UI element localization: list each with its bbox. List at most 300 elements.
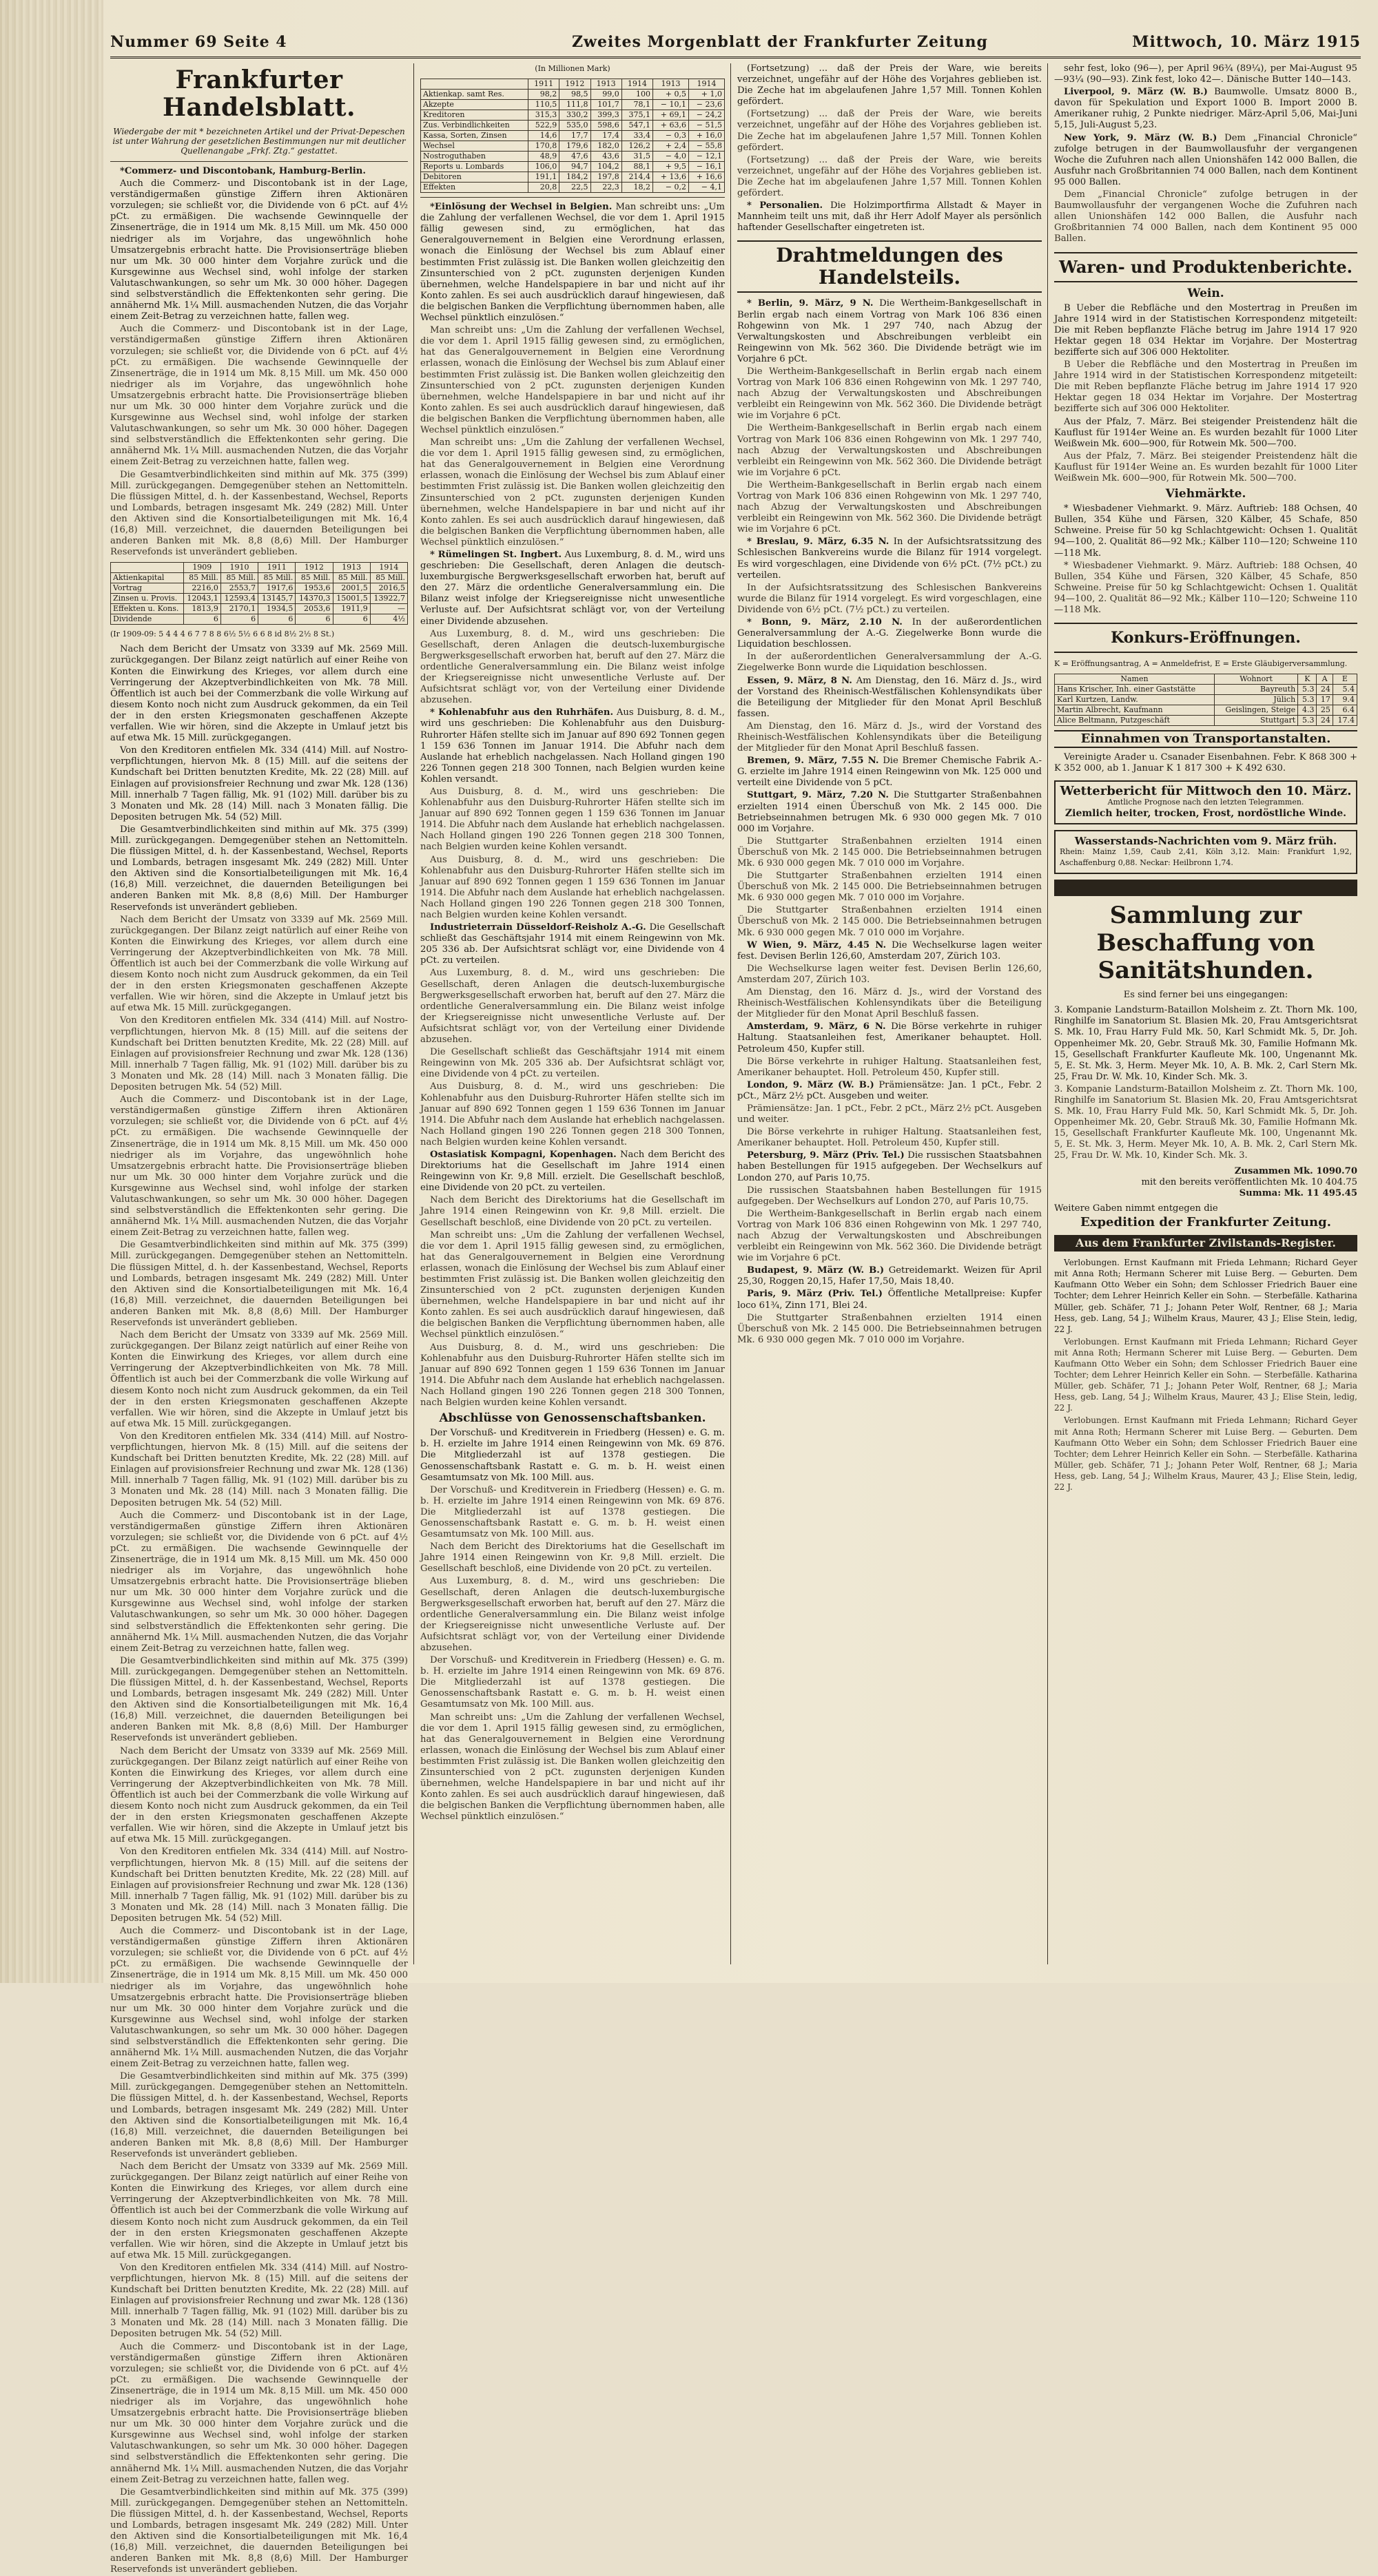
article-title: Industrieterrain Düsseldorf-Reisholz A.-G. [430,922,646,933]
dateline: * Breslau, 9. März, 6.35 N. [747,537,889,548]
table-row [1055,695,1357,705]
table-header-cell: K [1298,674,1317,685]
table-cell: 22,5 [559,183,590,193]
table-header-cell: 1913 [653,79,689,90]
table-header-cell: 1913 [333,563,370,573]
table-cell: 2216,0 [183,583,220,594]
table-cell: Akzepte [421,100,528,110]
table-cell: 6.4 [1333,705,1357,716]
table-cell: Dividende [111,614,184,625]
article-text: B Ueber die Rebfläche und den Mostertrag in Preußen im Jahre 1914 wird in der Statistischen Korrespondenz mitgeteilt: Die mit Reben bepflanzte Fläche betrug im Jahre 1914 17 920 Hektar gegen 18 034 Hektar im Vorjahre. Der Mostertrag bezifferte sich auf 306 000 Hektoliter. [1054,302,1357,357]
article-text: Die russischen Staatsbahnen haben Bestellungen für 1915 aufgegeben. Der Wechselkurs auf London 270, auf Paris 10,75. [737,1185,1042,1207]
donor-list: 3. Kompanie Landsturm-Bataillon Molsheim z. Zt. Thorn Mk. 100, Ringhilfe im Sanatorium St. Blasien Mk. 20, Frau Amtsgerichtsrat S. Mk. 10, Frau Harry Fuld Mk. 50, Karl Schmidt Mk. 5, Dr. Joh. Oppenheimer Mk. 20, Gebr. Strauß Mk. 30, Familie Hofmann Mk. 15, Gesellschaft Frankfurter Kaufleute Mk. 100, Ungenannt Mk. 5, E. St. Mk. 3, Herm. Meyer Mk. 10, A. B. Mk. 2, Carl Stern Mk. 25, Frau Dr. W. Mk. 10, Kinder Sch. Mk. 3. [1054,1005,1357,1082]
article-text: sehr fest, loko (96—), per April 96¾ (89¼), per Mai-August 95—93¼ (90—93). Zink fest, loko 42—. Dänische Butter 140—143. [1054,63,1357,85]
table-cell: 33,4 [621,131,652,141]
water-level-title: Wasserstands-Nachrichten vom 9. März früh. [1074,834,1337,847]
register-text: Verlobungen. Ernst Kaufmann mit Frieda Lehmann; Richard Geyer mit Anna Roth; Hermann Scherer mit Luise Berg. — Geburten. Dem Kaufmann Otto Weber ein Sohn; dem Schlosser Friedrich Bauer eine Tochter; dem Lehrer Heinrich Keller ein Sohn. — Sterbefälle. Katharina Müller, geb. Schäfer, 71 J.; Johann Peter Wolf, Rentner, 68 J.; Maria Hess, geb. Lang, 54 J.; Wilhelm Kraus, Maurer, 43 J.; Elise Stein, ledig, 22 J. [1054,1415,1357,1492]
article-text: Die Gesamtverbindlichkeiten sind mithin auf Mk. 375 (399) Mill. zurückgegangen. Demgegenüber stehen an Nettomitteln. Die flüssigen Mittel, d. h. der Kassenbestand, Wechsel, Reports und Lombards, betragen insgesamt Mk. 249 (282) Mill. Unter den Aktiven sind die Konsortialbeteiligungen mit Mk. 16,4 (16,8) Mill. verzeichnet, die dauernden Beteiligungen bei anderen Banken mit Mk. 8,8 (8,6) Mill. Der Hamburger Reservefonds ist unverändert geblieben. [110,1240,408,1328]
table-cell: Geislingen, Steige [1214,705,1297,716]
table-cell: 17.4 [1333,716,1357,726]
reprint-notice: Wiedergabe der mit * bezeichneten Artikel und der Privat-Depeschen ist unter Wahrung der gesetzlichen Bestimmungen nur mit deutlicher Quellenangabe „Frkf. Ztg.“ gestattet. [112,127,406,156]
dateline: Liverpool, 9. März (W. B.) [1064,87,1208,98]
table-row [421,141,725,152]
table-header-cell: 1914 [689,79,725,90]
previous-total: mit den bereits veröffentlichten Mk. 10 404.75 [1141,1176,1357,1187]
collection-subtitle: Es sind ferner bei uns eingegangen: [1123,990,1288,1001]
article-text: Baumwolle. Umsatz 8000 B., davon für Spekulation und Export 1000 B. Import 2000 B. Amerikaner ruhig, 2 Punkte niedriger. März-April 5,06, Mai-Juni 5,15, Juli-August 5,23. [1054,87,1357,131]
article-text: Die Stuttgarter Straßenbahnen erzielten 1914 einen Überschuß von Mk. 2 145 000. Die Betriebseinnahmen betrugen Mk. 6 930 000 gegen Mk. 7 010 000 im Vorjahre. [737,1312,1042,1345]
table-cell: + 1,0 [689,90,725,100]
article-text: Nach dem Bericht der Umsatz von 3339 auf Mk. 2569 Mill. zurückgegangen. Der Bilanz zeigt natürlich auf einer Reihe von Konten die Einwirkung des Krieges, vor allem durch eine Verringerung der Akzeptverbindlichkeiten von Mk. 78 Mill. Öffentlich ist auch bei der Commerzbank die volle Wirkung auf diesem Konto noch nicht zum Ausdruck gekommen, da ein Teil der in den ersten Kriegsmonaten geschaffenen Akzepte verfallen. Wie wir hören, sind die Akzepte in Umlauf jetzt bis auf etwa Mk. 15 Mill. zurückgegangen. [110,1330,408,1429]
table-cell: Karl Kurtzen, Landw. [1055,695,1215,705]
article-text: Der Vorschuß- und Kreditverein in Friedberg (Hessen) e. G. m. b. H. erzielte im Jahre 1914 einen Reingewinn von Mk. 69 876. Die Mitgliederzahl ist auf 1378 gestiegen. Die Genossenschaftsbank Rastatt e. G. m. b. H. weist einen Gesamtumsatz von Mk. 100 Mill. aus. [420,1655,725,1710]
dateline: Budapest, 9. März (W. B.) [747,1265,885,1276]
article-text: Aus der Pfalz, 7. März. Bei steigender Preistendenz hält die Kauflust für 1914er Weine an. Es wurden bezahlt für 1000 Liter Weißwein Mk. 600—900, für Rotwein Mk. 500—700. [1054,450,1357,484]
table-cell: − 0,2 [653,183,689,193]
section-title: Abschlüsse von Genossenschaftsbanken. [439,1411,706,1426]
table-cell: Effekten [421,183,528,193]
table-cell: 110,5 [528,100,559,110]
table-cell: 330,2 [559,110,590,121]
table-cell: 85 Mill. [258,573,296,583]
article-title: *Einlösung der Wechsel in Belgien. [430,202,613,213]
table-row [421,90,725,100]
article-title: *Commerz- und Discontobank, Hamburg-Berlin. [120,166,366,176]
table-row [111,583,408,594]
dateline: Petersburg, 9. März (Priv. Tel.) [747,1150,905,1161]
table-header-cell: 1914 [621,79,652,90]
table-row [421,183,725,193]
table-row [421,162,725,172]
table-legend: K = Eröffnungsantrag, A = Anmeldefrist, E = Erste Gläubigerversammlung. [1054,659,1348,669]
table-cell: − 24,2 [689,110,725,121]
article-text: Aus Duisburg, 8. d. M., wird uns geschrieben: Die Kohlenabfuhr aus den Duisburg-Ruhrorter Häfen stellte sich im Januar auf 890 692 Tonnen gegen 1 159 636 Tonnen im Januar 1914. Die Abfuhr nach dem Auslande hat erheblich nachgelassen. Nach Holland gingen 190 226 Tonnen gegen 218 300 Tonnen, nach Belgien wurden keine Kohlen versandt. [420,1081,726,1147]
dark-rule [1054,880,1357,896]
table-header-cell: 1909 [183,563,220,573]
table-row [1055,716,1357,726]
table-cell: 6 [296,614,333,625]
table-cell: 20,8 [528,183,559,193]
weather-forecast: Ziemlich heiter, trocken, Frost, nordöstliche Winde. [1065,807,1347,819]
table-cell: − 4,1 [689,183,725,193]
article-text: Am Dienstag, den 16. März d. Js., wird der Vorstand des Rheinisch-Westfälischen Kohlensyndikats über die Beteiligung der Mitglieder für den Monat April Beschluß fassen. [737,720,1042,754]
table-cell: 98,5 [559,90,590,100]
table-cell: 85 Mill. [370,573,407,583]
article-text: Die Stuttgarter Straßenbahnen erzielten 1914 einen Überschuß von Mk. 2 145 000. Die Betriebseinnahmen betrugen Mk. 6 930 000 gegen Mk. 7 010 000 im Vorjahre. [737,905,1042,938]
article-text: Die Wertheim-Bankgesellschaft in Berlin ergab nach einem Vortrag von Mark 106 836 einen Rohgewinn von Mk. 1 297 740, nach Abzug der Verwaltungskosten und Abschreibungen verbleibt ein Reingewinn von Mk. 562 360. Die Dividende beträgt wie im Vorjahre 6 pCt. [737,366,1042,422]
article-text: Auch die Commerz- und Discontobank ist in der Lage, verständigermaßen günstige Ziffern ihren Aktionären vorzulegen; sie schließt vor, die Dividende von 6 pCt. auf 4½ pCt. zu ermäßigen. Die wachsende Gewinnquelle der Zinsenerträge, die in 1914 um Mk. 8,15 Mill. um Mk. 450 000 niedriger als im Vorjahre, das ungewöhnlich hohe Umsatzergebnis erbracht hatte. Die Provisionserträge blieben nur um Mk. 30 000 hinter dem Vorjahre zurück und die Kursgewinne aus Wechsel sind, wohl infolge der starken Valutaschwankungen, so sehr um Mk. 30 000 höher. Dagegen sind selbstverständlich die Effektenkonten sehr gering. Die annähernd Mk. 1¼ Mill. ausmachenden Nutzen, die das Vorjahr einem Zeit-Betrag zu verzeichnen hatte, fallen weg. [110,2341,408,2485]
table-cell: — [370,604,407,614]
expedition-name: Expedition der Frankfurter Zeitung. [1080,1214,1331,1229]
table-cell: 522,9 [528,121,559,131]
table-cell: 14370,3 [296,594,333,604]
article-text: Dem „Financial Chronicle“ zufolge betrugen in der Baumwollausfuhr der vergangenen Woche die Zufuhren nach allen Unionshäfen 142 000 Ballen, die Ausfuhr nach Großbritannien 74 000 Ballen, nach dem Kontinent 95 000 Ballen. [1054,189,1357,245]
article-text: Auch die Commerz- und Discontobank ist in der Lage, verständigermaßen günstige Ziffern ihren Aktionären vorzulegen; sie schließt vor, die Dividende von 6 pCt. auf 4½ pCt. zu ermäßigen. Die wachsende Gewinnquelle der Zinsenerträge, die in 1914 um Mk. 8,15 Mill. um Mk. 450 000 niedriger als im Vorjahre, das ungewöhnlich hohe Umsatzergebnis erbracht hatte. Die Provisionserträge blieben nur um Mk. 30 000 hinter dem Vorjahre zurück und die Kursgewinne aus Wechsel sind, wohl infolge der starken Valutaschwankungen, so sehr um Mk. 30 000 höher. Dagegen sind selbstverständlich die Effektenkonten sehr gering. Die annähernd Mk. 1¼ Mill. ausmachenden Nutzen, die das Vorjahr einem Zeit-Betrag zu verzeichnen hatte, fallen weg. [110,1926,408,2070]
table-cell: Jülich [1214,695,1297,705]
article-text: Aus Luxemburg, 8. d. M., wird uns geschrieben: Die Gesellschaft, deren Anlagen die deutsch-luxemburgische Bergwerksgesellschaft erworben hat, beruft auf den 27. März die ordentliche Generalversammlung ein. Die Bilanz weist infolge der Kriegsereignisse nicht unwesentliche Verluste auf. Der Aufsichtsrat schlägt vor, von der Verteilung einer Dividende abzusehen. [420,550,725,627]
table-cell: Stuttgart [1214,716,1297,726]
table-cell: 598,6 [590,121,621,131]
table-row [421,172,725,183]
article-text: Nach dem Bericht des Direktoriums hat die Gesellschaft im Jahre 1914 einen Reingewinn von Kr. 9,8 Mill. erzielt. Die Gesellschaft beschloß, eine Dividende von 20 pCt. zu verteilen. [420,1149,725,1194]
dateline: Stuttgart, 9. März, 7.20 N. [747,790,889,801]
table-row [421,110,725,121]
table-cell: 197,8 [590,172,621,183]
table-cell: Reports u. Lombards [421,162,528,172]
table-cell: 99,0 [590,90,621,100]
table-cell: 94,7 [559,162,590,172]
article-text: Die Wertheim-Bankgesellschaft in Berlin ergab nach einem Vortrag von Mark 106 836 einen Rohgewinn von Mk. 1 297 740, nach Abzug der Verwaltungskosten und Abschreibungen verbleibt ein Reingewinn von Mk. 562 360. Die Dividende beträgt wie im Vorjahre 6 pCt. [737,479,1042,535]
article-text: Aus Luxemburg, 8. d. M., wird uns geschrieben: Die Gesellschaft, deren Anlagen die deutsch-luxemburgische Bergwerksgesellschaft erworben hat, beruft auf den 27. März die ordentliche Generalversammlung ein. Die Bilanz weist infolge der Kriegsereignisse nicht unwesentliche Verluste auf. Der Aufsichtsrat schlägt vor, von der Verteilung einer Dividende abzusehen. [420,968,725,1046]
issue-number: Nummer 69 Seite 4 [110,33,287,51]
table-cell: 1953,6 [296,583,333,594]
column-4 [1054,63,1357,1964]
article-text: Auch die Commerz- und Discontobank ist in der Lage, verständigermaßen günstige Ziffern ihren Aktionären vorzulegen; sie schließt vor, die Dividende von 6 pCt. auf 4½ pCt. zu ermäßigen. Die wachsende Gewinnquelle der Zinsenerträge, die in 1914 um Mk. 8,15 Mill. um Mk. 450 000 niedriger als im Vorjahre, das ungewöhnlich hohe Umsatzergebnis erbracht hatte. Die Provisionserträge blieben nur um Mk. 30 000 hinter dem Vorjahre zurück und die Kursgewinne aus Wechsel sind, wohl infolge der starken Valutaschwankungen, so sehr um Mk. 30 000 höher. Dagegen sind selbstverständlich die Effektenkonten sehr gering. Die annähernd Mk. 1¼ Mill. ausmachenden Nutzen, die das Vorjahr einem Zeit-Betrag zu verzeichnen hatte, fallen weg. [110,178,408,322]
table-cell: 6 [258,614,296,625]
donor-list: 3. Kompanie Landsturm-Bataillon Molsheim z. Zt. Thorn Mk. 100, Ringhilfe im Sanatorium St. Blasien Mk. 20, Frau Amtsgerichtsrat S. Mk. 10, Frau Harry Fuld Mk. 50, Karl Schmidt Mk. 5, Dr. Joh. Oppenheimer Mk. 20, Gebr. Strauß Mk. 30, Familie Hofmann Mk. 15, Gesellschaft Frankfurter Kaufleute Mk. 100, Ungenannt Mk. 5, E. St. Mk. 3, Herm. Meyer Mk. 10, A. B. Mk. 2, Carl Stern Mk. 25, Frau Dr. W. Mk. 10, Kinder Sch. Mk. 3. [1054,1083,1357,1161]
table-cell: − 51,5 [689,121,725,131]
table-cell: + 16,0 [689,131,725,141]
table-row [111,604,408,614]
article-text: Die Holzimportfirma Allstadt & Mayer in Mannheim teilt uns mit, daß ihr Herr Adolf Mayer als persönlich haftender Gesellschafter eingetreten ist. [737,200,1042,233]
table-cell: 5.3 [1298,685,1317,695]
article-text: Aus Duisburg, 8. d. M., wird uns geschrieben: Die Kohlenabfuhr aus den Duisburg-Ruhrorter Häfen stellte sich im Januar auf 890 692 Tonnen gegen 1 159 636 Tonnen im Januar 1914. Die Abfuhr nach dem Auslande hat erheblich nachgelassen. Nach Holland gingen 190 226 Tonnen gegen 218 300 Tonnen, nach Belgien wurden keine Kohlen versandt. [420,707,725,785]
article-text: Die Gesamtverbindlichkeiten sind mithin auf Mk. 375 (399) Mill. zurückgegangen. Demgegenüber stehen an Nettomitteln. Die flüssigen Mittel, d. h. der Kassenbestand, Wechsel, Reports und Lombards, betragen insgesamt Mk. 249 (282) Mill. Unter den Aktiven sind die Konsortialbeteiligungen mit Mk. 16,4 (16,8) Mill. verzeichnet, die dauernden Beteiligungen bei anderen Banken mit Mk. 8,8 (8,6) Mill. Der Hamburger Reservefonds ist unverändert geblieben. [110,2071,408,2159]
table-cell: + 9,5 [653,162,689,172]
table-cell: 85 Mill. [183,573,220,583]
article-title: Ostasiatisk Kompagni, Kopenhagen. [430,1149,617,1160]
article-text: Die Stuttgarter Straßenbahnen erzielten 1914 einen Überschuß von Mk. 2 145 000. Die Betriebseinnahmen betrugen Mk. 6 930 000 gegen Mk. 7 010 000 im Vorjahre. [737,871,1042,904]
table-cell: − 0,3 [653,131,689,141]
article-text: Die Wertheim-Bankgesellschaft in Berlin ergab nach einem Vortrag von Mark 106 836 einen Rohgewinn von Mk. 1 297 740, nach Abzug der Verwaltungskosten und Abschreibungen verbleibt ein Reingewinn von Mk. 562 360. Die Dividende beträgt wie im Vorjahre 6 pCt. [737,1208,1042,1264]
register-text: Verlobungen. Ernst Kaufmann mit Frieda Lehmann; Richard Geyer mit Anna Roth; Hermann Scherer mit Luise Berg. — Geburten. Dem Kaufmann Otto Weber ein Sohn; dem Schlosser Friedrich Bauer eine Tochter; dem Lehrer Heinrich Keller ein Sohn. — Sterbefälle. Katharina Müller, geb. Schäfer, 71 J.; Johann Peter Wolf, Rentner, 68 J.; Maria Hess, geb. Lang, 54 J.; Wilhelm Kraus, Maurer, 43 J.; Elise Stein, ledig, 22 J. [1054,1336,1357,1413]
table-header-cell [111,563,184,573]
table-cell: 191,1 [528,172,559,183]
table-header-cell: 1911 [528,79,559,90]
article-text: Man schreibt uns: „Um die Zahlung der verfallenen Wechsel, die vor dem 1. April 1915 fällig gewesen sind, zu ermöglichen, hat das Generalgouvernement in Belgien eine Verordnung erlassen, wonach die Einlösung der Wechsel bis zum Ablauf einer bestimmten Frist zulässig ist. Die Banken wollen gleichzeitig den Zinsunterschied von 2 pCt. zugunsten derjenigen Kunden übernehmen, welche Handelspapiere in bar und nicht auf ihr Konto zahlen. Es sei auch ausdrücklich darauf hingewiesen, daß die belgischen Banken die Verpflichtung übernommen haben, alle Wechsel pünktlich einzulösen.“ [420,325,725,435]
article-text: Aus Luxemburg, 8. d. M., wird uns geschrieben: Die Gesellschaft, deren Anlagen die deutsch-luxemburgische Bergwerksgesellschaft erworben hat, beruft auf den 27. März die ordentliche Generalversammlung ein. Die Bilanz weist infolge der Kriegsereignisse nicht unwesentliche Verluste auf. Der Aufsichtsrat schlägt vor, von der Verteilung einer Dividende abzusehen. [420,628,725,706]
table-cell: 547,1 [621,121,652,131]
table-cell: + 63,6 [653,121,689,131]
article-text: Man schreibt uns: „Um die Zahlung der verfallenen Wechsel, die vor dem 1. April 1915 fällig gewesen sind, zu ermöglichen, hat das Generalgouvernement in Belgien eine Verordnung erlassen, wonach die Einlösung der Wechsel bis zum Ablauf einer bestimmten Frist zulässig ist. Die Banken wollen gleichzeitig den Zinsunterschied von 2 pCt. zugunsten derjenigen Kunden übernehmen, welche Handelspapiere in bar und nicht auf ihr Konto zahlen. Es sei auch ausdrücklich darauf hingewiesen, daß die belgischen Banken die Verpflichtung übernommen haben, alle Wechsel pünktlich einzulösen.“ [420,437,725,548]
table-row [421,131,725,141]
table-cell: 2553,7 [220,583,258,594]
table-cell: + 2,4 [653,141,689,152]
article-text: (Fortsetzung) ... daß der Preis der Ware, wie bereits verzeichnet, ungefähr auf der Höhe des Vorjahres geblieben ist. Die Zeche hat im abgelaufenen Jahre 1,57 Mill. Tonnen Kohlen gefördert. [737,109,1042,153]
table-cell: 5.3 [1298,716,1317,726]
table-cell: 78,1 [621,100,652,110]
table-cell: 43,6 [590,152,621,162]
subtotal: Zusammen Mk. 1090.70 [1234,1165,1357,1176]
article-text: Die Gesamtverbindlichkeiten sind mithin auf Mk. 375 (399) Mill. zurückgegangen. Demgegenüber stehen an Nettomitteln. Die flüssigen Mittel, d. h. der Kassenbestand, Wechsel, Reports und Lombards, betragen insgesamt Mk. 249 (282) Mill. Unter den Aktiven sind die Konsortialbeteiligungen mit Mk. 16,4 (16,8) Mill. verzeichnet, die dauernden Beteiligungen bei anderen Banken mit Mk. 8,8 (8,6) Mill. Der Hamburger Reservefonds ist unverändert geblieben. [110,469,408,558]
article-text: Die Börse verkehrte in ruhiger Haltung. Staatsanleihen fest, Amerikaner behauptet. Holl. Petroleum 450, Kupfer still. [737,1021,1042,1055]
grand-total: Summa: Mk. 11 495.45 [1239,1187,1357,1198]
article-text: Man schreibt uns: „Um die Zahlung der verfallenen Wechsel, die vor dem 1. April 1915 fällig gewesen sind, zu ermöglichen, hat das Generalgouvernement in Belgien eine Verordnung erlassen, wonach die Einlösung der Wechsel bis zum Ablauf einer bestimmten Frist zulässig ist. Die Banken wollen gleichzeitig den Zinsunterschied von 2 pCt. zugunsten derjenigen Kunden übernehmen, welche Handelspapiere in bar und nicht auf ihr Konto zahlen. Es sei auch ausdrücklich darauf hingewiesen, daß die belgischen Banken die Verpflichtung übernommen haben, alle Wechsel pünktlich einzulösen.“ [420,1229,725,1340]
table-cell: Wechsel [421,141,528,152]
article-title: * Rümelingen St. Ingbert. [430,550,562,560]
table-header-cell: 1910 [220,563,258,573]
article-title: * Personalien. [747,200,823,211]
article-text: Öffentliche Metallpreise: Kupfer loco 61¾, Zinn 171, Blei 24. [737,1289,1042,1311]
table-cell: 98,2 [528,90,559,100]
table-cell: 184,2 [559,172,590,183]
dateline: * Berlin, 9. März, 9 N. [747,298,874,309]
table-cell: 375,1 [621,110,652,121]
table-cell: − 16,1 [689,162,725,172]
table-cell: Hans Krischer, Inh. einer Gaststätte [1055,685,1215,695]
subsection-title: Wein. [1187,286,1224,300]
article-text: Die Wertheim-Bankgesellschaft in Berlin ergab nach einem Vortrag von Mark 106 836 einen Rohgewinn von Mk. 1 297 740, nach Abzug der Verwaltungskosten und Abschreibungen verbleibt ein Reingewinn von Mk. 562 360. Die Dividende beträgt wie im Vorjahre 6 pCt. [737,423,1042,478]
article-text: Der Vorschuß- und Kreditverein in Friedberg (Hessen) e. G. m. b. H. erzielte im Jahre 1914 einen Reingewinn von Mk. 69 876. Die Mitgliederzahl ist auf 1378 gestiegen. Die Genossenschaftsbank Rastatt e. G. m. b. H. weist einen Gesamtumsatz von Mk. 100 Mill. aus. [420,1428,725,1483]
article-text: Prämiensätze: Jan. 1 pCt., Febr. 2 pCt., März 2½ pCt. Ausgeben und weiter. [737,1103,1042,1125]
table-cell: 126,2 [621,141,652,152]
table-cell: 399,3 [590,110,621,121]
dateline: Amsterdam, 9. März, 6 N. [747,1021,886,1032]
table-cell: 1917,6 [258,583,296,594]
table-cell: 17,7 [559,131,590,141]
table-cell: 85 Mill. [220,573,258,583]
article-text: Vereinigte Arader u. Csanader Eisenbahnen. Febr. K 868 300 + K 352 000, ab 1. Januar K 1 817 300 + K 492 630. [1054,752,1357,774]
dateline: Bremen, 9. März, 7.55 N. [747,756,879,767]
article-text: Der Vorschuß- und Kreditverein in Friedberg (Hessen) e. G. m. b. H. erzielte im Jahre 1914 einen Reingewinn von Mk. 69 876. Die Mitgliederzahl ist auf 1378 gestiegen. Die Genossenschaftsbank Rastatt e. G. m. b. H. weist einen Gesamtumsatz von Mk. 100 Mill. aus. [420,1484,725,1540]
dateline: Essen, 9. März, 8 N. [747,675,852,686]
table-row [111,594,408,604]
table-cell: 15001,5 [333,594,370,604]
section-heading: Einnahmen von Transportanstalten. [1054,730,1357,748]
article-text: Nach dem Bericht des Direktoriums hat die Gesellschaft im Jahre 1914 einen Reingewinn von Kr. 9,8 Mill. erzielt. Die Gesellschaft beschloß, eine Dividende von 20 pCt. zu verteilen. [420,1541,725,1575]
column-1 [110,63,408,2575]
table-cell: 47,6 [559,152,590,162]
donation-note: Weitere Gaben nimmt entgegen die [1054,1203,1218,1214]
article-text: Getreidemarkt. Weizen für April 25,30, Roggen 20,15, Hafer 17,50, Mais 18,40. [737,1265,1042,1287]
article-text: Am Dienstag, den 16. März d. Js., wird der Vorstand des Rheinisch-Westfälischen Kohlensyndikats über die Beteiligung der Mitglieder für den Monat April Beschluß fassen. [737,987,1042,1020]
table-cell: − 4,0 [653,152,689,162]
table-cell: 22,3 [590,183,621,193]
table-cell: + 13,6 [653,172,689,183]
section-heading: Konkurs-Eröffnungen. [1054,623,1357,653]
register-text: Verlobungen. Ernst Kaufmann mit Frieda Lehmann; Richard Geyer mit Anna Roth; Hermann Scherer mit Luise Berg. — Geburten. Dem Kaufmann Otto Weber ein Sohn; dem Schlosser Friedrich Bauer eine Tochter; dem Lehrer Heinrich Keller ein Sohn. — Sterbefälle. Katharina Müller, geb. Schäfer, 71 J.; Johann Peter Wolf, Rentner, 68 J.; Maria Hess, geb. Lang, 54 J.; Wilhelm Kraus, Maurer, 43 J.; Elise Stein, ledig, 22 J. [1054,1258,1357,1334]
table-row [111,573,408,583]
table-cell: 1813,9 [183,604,220,614]
table-cell: 17,4 [590,131,621,141]
article-text: Aus Duisburg, 8. d. M., wird uns geschrieben: Die Kohlenabfuhr aus den Duisburg-Ruhrorter Häfen stellte sich im Januar auf 890 692 Tonnen gegen 1 159 636 Tonnen im Januar 1914. Die Abfuhr nach dem Auslande hat erheblich nachgelassen. Nach Holland gingen 190 226 Tonnen gegen 218 300 Tonnen, nach Belgien wurden keine Kohlen versandt. [420,1342,726,1409]
table-header-cell: 1912 [559,79,590,90]
page-header [110,29,1361,59]
article-text: Die Stuttgarter Straßenbahnen erzielten 1914 einen Überschuß von Mk. 2 145 000. Die Betriebseinnahmen betrugen Mk. 6 930 000 gegen Mk. 7 010 000 im Vorjahre. [737,835,1042,869]
section-heading: Drahtmeldungen des Handelsteils. [737,240,1042,293]
table-row [1055,685,1357,695]
article-text: Auch die Commerz- und Discontobank ist in der Lage, verständigermaßen günstige Ziffern ihren Aktionären vorzulegen; sie schließt vor, die Dividende von 6 pCt. auf 4½ pCt. zu ermäßigen. Die wachsende Gewinnquelle der Zinsenerträge, die in 1914 um Mk. 8,15 Mill. um Mk. 450 000 niedriger als im Vorjahre, das ungewöhnlich hohe Umsatzergebnis erbracht hatte. Die Provisionserträge blieben nur um Mk. 30 000 hinter dem Vorjahre zurück und die Kursgewinne aus Wechsel sind, wohl infolge der starken Valutaschwankungen, so sehr um Mk. 30 000 höher. Dagegen sind selbstverständlich die Effektenkonten sehr gering. Die annähernd Mk. 1¼ Mill. ausmachenden Nutzen, die das Vorjahr einem Zeit-Betrag zu verzeichnen hatte, fallen weg. [110,1510,408,1654]
table-cell: − 12,1 [689,152,725,162]
article-text: Aus Duisburg, 8. d. M., wird uns geschrieben: Die Kohlenabfuhr aus den Duisburg-Ruhrorter Häfen stellte sich im Januar auf 890 692 Tonnen gegen 1 159 636 Tonnen im Januar 1914. Die Abfuhr nach dem Auslande hat erheblich nachgelassen. Nach Holland gingen 190 226 Tonnen gegen 218 300 Tonnen, nach Belgien wurden keine Kohlen versandt. [420,854,726,920]
dateline: London, 9. März (W. B.) [747,1079,874,1090]
article-text: In der Aufsichtsratssitzung des Schlesischen Bankvereins wurde die Bilanz für 1914 vorgelegt. Es wird vorgeschlagen, eine Dividende von 6½ pCt. (7½ pCt.) zu verteilen. [737,582,1042,615]
table-cell: 85 Mill. [333,573,370,583]
table-row [421,121,725,131]
table-cell: 182,0 [590,141,621,152]
table-cell: 104,2 [590,162,621,172]
article-text: Die Wertheim-Bankgesellschaft in Berlin ergab nach einem Vortrag von Mark 106 836 einen Rohgewinn von Mk. 1 297 740, nach Abzug der Verwaltungskosten und Abschreibungen verbleibt ein Reingewinn von Mk. 562 360. Die Dividende beträgt wie im Vorjahre 6 pCt. [737,298,1042,364]
binding-edge [0,0,103,1983]
table-cell: 31,5 [621,152,652,162]
balance-table [420,79,725,193]
table-cell: Kassa, Sorten, Zinsen [421,131,528,141]
article-text: Auch die Commerz- und Discontobank ist in der Lage, verständigermaßen günstige Ziffern ihren Aktionären vorzulegen; sie schließt vor, die Dividende von 6 pCt. auf 4½ pCt. zu ermäßigen. Die wachsende Gewinnquelle der Zinsenerträge, die in 1914 um Mk. 8,15 Mill. um Mk. 450 000 niedriger als im Vorjahre, das ungewöhnlich hohe Umsatzergebnis erbracht hatte. Die Provisionserträge blieben nur um Mk. 30 000 hinter dem Vorjahre zurück und die Kursgewinne aus Wechsel sind, wohl infolge der starken Valutaschwankungen, so sehr um Mk. 30 000 höher. Dagegen sind selbstverständlich die Effektenkonten sehr gering. Die annähernd Mk. 1¼ Mill. ausmachenden Nutzen, die das Vorjahr einem Zeit-Betrag zu verzeichnen hatte, fallen weg. [110,324,408,468]
table-header-cell [421,79,528,90]
article-text: Nach dem Bericht der Umsatz von 3339 auf Mk. 2569 Mill. zurückgegangen. Der Bilanz zeigt natürlich auf einer Reihe von Konten die Einwirkung des Krieges, vor allem durch eine Verringerung der Akzeptverbindlichkeiten von Mk. 78 Mill. Öffentlich ist auch bei der Commerzbank die volle Wirkung auf diesem Konto noch nicht zum Ausdruck gekommen, da ein Teil der in den ersten Kriegsmonaten geschaffenen Akzepte verfallen. Wie wir hören, sind die Akzepte in Umlauf jetzt bis auf etwa Mk. 15 Mill. zurückgegangen. [110,644,408,744]
article-text: Nach dem Bericht der Umsatz von 3339 auf Mk. 2569 Mill. zurückgegangen. Der Bilanz zeigt natürlich auf einer Reihe von Konten die Einwirkung des Krieges, vor allem durch eine Verringerung der Akzeptverbindlichkeiten von Mk. 78 Mill. Öffentlich ist auch bei der Commerzbank die volle Wirkung auf diesem Konto noch nicht zum Ausdruck gekommen, da ein Teil der in den ersten Kriegsmonaten geschaffenen Akzepte verfallen. Wie wir hören, sind die Akzepte in Umlauf jetzt bis auf etwa Mk. 15 Mill. zurückgegangen. [110,1745,408,1845]
water-level-box [1054,830,1357,874]
article-text: Die Wechselkurse lagen weiter fest. Devisen Berlin 126,60, Amsterdam 207, Zürich 103. [737,963,1042,985]
article-text: Die Börse verkehrte in ruhiger Haltung. Staatsanleihen fest, Amerikaner behauptet. Holl. Petroleum 450, Kupfer still. [737,1127,1042,1149]
table-cell: 6 [333,614,370,625]
article-text: Die Stuttgarter Straßenbahnen erzielten 1914 einen Überschuß von Mk. 2 145 000. Die Betriebseinnahmen betrugen Mk. 6 930 000 gegen Mk. 7 010 000 im Vorjahre. [737,790,1042,834]
article-text: Die Börse verkehrte in ruhiger Haltung. Staatsanleihen fest, Amerikaner behauptet. Holl. Petroleum 450, Kupfer still. [737,1056,1042,1078]
table-cell: 4.3 [1298,705,1317,716]
table-cell: 85 Mill. [296,573,333,583]
article-text: Die Gesellschaft schließt das Geschäftsjahr 1914 mit einem Reingewinn von Mk. 205 336 ab. Der Aufsichtsrat schlägt vor, eine Dividende von 4 pCt. zu verteilen. [420,922,725,966]
table-cell: 18,2 [621,183,652,193]
table-cell: 6 [220,614,258,625]
dateline: W Wien, 9. März, 4.45 N. [747,939,887,951]
table-header-cell: E [1333,674,1357,685]
article-text: * Wiesbadener Viehmarkt. 9. März. Auftrieb: 188 Ochsen, 40 Bullen, 354 Kühe und Färsen, 320 Kälber, 45 Schafe, 850 Schweine. Preise für 50 kg Schlachtgewicht: Ochsen 1. Qualität 94—100, 2. Qualität 86—92 Mk.; Kälber 110—120; Schweine 110—118 Mk. [1054,503,1357,559]
table-header-cell: 1913 [590,79,621,90]
dateline: * Bonn, 9. März, 2.10 N. [747,617,903,628]
table-cell: Debitoren [421,172,528,183]
table-cell: 101,7 [590,100,621,110]
table-cell: 111,8 [559,100,590,110]
article-title: * Kohlenabfuhr aus den Ruhrhäfen. [430,707,614,718]
table-cell: Bayreuth [1214,685,1297,695]
table-cell: Effekten u. Kons. [111,604,184,614]
table-header-cell: Wohnort [1214,674,1297,685]
table-cell: 48,9 [528,152,559,162]
article-text: Nach dem Bericht der Umsatz von 3339 auf Mk. 2569 Mill. zurückgegangen. Der Bilanz zeigt natürlich auf einer Reihe von Konten die Einwirkung des Krieges, vor allem durch eine Verringerung der Akzeptverbindlichkeiten von Mk. 78 Mill. Öffentlich ist auch bei der Commerzbank die volle Wirkung auf diesem Konto noch nicht zum Ausdruck gekommen, da ein Teil der in den ersten Kriegsmonaten geschaffenen Akzepte verfallen. Wie wir hören, sind die Akzepte in Umlauf jetzt bis auf etwa Mk. 15 Mill. zurückgegangen. [110,2161,408,2261]
table-row [421,100,725,110]
edition-title: Zweites Morgenblatt der Frankfurter Zeitung [572,33,988,51]
article-text: Aus der Pfalz, 7. März. Bei steigender Preistendenz hält die Kauflust für 1914er Weine an. Es wurden bezahlt für 1000 Liter Weißwein Mk. 600—900, für Rotwein Mk. 500—700. [1054,416,1357,449]
article-text: Auch die Commerz- und Discontobank ist in der Lage, verständigermaßen günstige Ziffern ihren Aktionären vorzulegen; sie schließt vor, die Dividende von 6 pCt. auf 4½ pCt. zu ermäßigen. Die wachsende Gewinnquelle der Zinsenerträge, die in 1914 um Mk. 8,15 Mill. um Mk. 450 000 niedriger als im Vorjahre, das ungewöhnlich hohe Umsatzergebnis erbracht hatte. Die Provisionserträge blieben nur um Mk. 30 000 hinter dem Vorjahre zurück und die Kursgewinne aus Wechsel sind, wohl infolge der starken Valutaschwankungen, so sehr um Mk. 30 000 höher. Dagegen sind selbstverständlich die Effektenkonten sehr gering. Die annähernd Mk. 1¼ Mill. ausmachenden Nutzen, die das Vorjahr einem Zeit-Betrag zu verzeichnen hatte, fallen weg. [110,1094,408,1238]
article-text: (Fortsetzung) ... daß der Preis der Ware, wie bereits verzeichnet, ungefähr auf der Höhe des Vorjahres geblieben ist. Die Zeche hat im abgelaufenen Jahre 1,57 Mill. Tonnen Kohlen gefördert. [737,63,1042,107]
article-text: Man schreibt uns: „Um die Zahlung der verfallenen Wechsel, die vor dem 1. April 1915 fällig gewesen sind, zu ermöglichen, hat das Generalgouvernement in Belgien eine Verordnung erlassen, wonach die Einlösung der Wechsel bis zum Ablauf einer bestimmten Frist zulässig ist. Die Banken wollen gleichzeitig den Zinsunterschied von 2 pCt. zugunsten derjenigen Kunden übernehmen, welche Handelspapiere in bar und nicht auf ihr Konto zahlen. Es sei auch ausdrücklich darauf hingewiesen, daß die belgischen Banken die Verpflichtung übernommen haben, alle Wechsel pünktlich einzulösen.“ [420,202,726,324]
column-2 [420,63,725,1964]
table-header-cell: 1911 [258,563,296,573]
table-caption: (In Millionen Mark) [535,64,610,73]
article-text: Von den Kreditoren entfielen Mk. 334 (414) Mill. auf Nostro-verpflichtungen, hiervon Mk. 8 (15) Mill. auf die seitens der Kundschaft bei Dritten benutzten Kredite, Mk. 22 (28) Mill. auf Einlagen auf provisionsfreier Rechnung und zwar Mk. 128 (136) Mill. innerhalb 7 Tagen fällig, Mk. 91 (102) Mill. darüber bis zu 3 Monaten und Mk. 28 (14) Mill. nach 3 Monaten fällig. Die Depositen betrugen Mk. 54 (52) Mill. [110,1847,408,1924]
table-cell: 12593,4 [220,594,258,604]
table-cell: 1911,9 [333,604,370,614]
table-cell: Aktienkap. samt Res. [421,90,528,100]
table-cell: Nostroguthaben [421,152,528,162]
table-cell: Zinsen u. Provis. [111,594,184,604]
article-text: Aus Luxemburg, 8. d. M., wird uns geschrieben: Die Gesellschaft, deren Anlagen die deutsch-luxemburgische Bergwerksgesellschaft erworben hat, beruft auf den 27. März die ordentliche Generalversammlung ein. Die Bilanz weist infolge der Kriegsereignisse nicht unwesentliche Verluste auf. Der Aufsichtsrat schlägt vor, von der Verteilung einer Dividende abzusehen. [420,1576,725,1653]
article-text: (Fortsetzung) ... daß der Preis der Ware, wie bereits verzeichnet, ungefähr auf der Höhe des Vorjahres geblieben ist. Die Zeche hat im abgelaufenen Jahre 1,57 Mill. Tonnen Kohlen gefördert. [737,154,1042,199]
table-cell: 2170,1 [220,604,258,614]
table-header-cell: 1912 [296,563,333,573]
table-cell: − 55,8 [689,141,725,152]
table-cell: 88,1 [621,162,652,172]
table-cell: 5.4 [1333,685,1357,695]
table-cell: 100 [621,90,652,100]
article-text: Von den Kreditoren entfielen Mk. 334 (414) Mill. auf Nostro-verpflichtungen, hiervon Mk. 8 (15) Mill. auf die seitens der Kundschaft bei Dritten benutzten Kredite, Mk. 22 (28) Mill. auf Einlagen auf provisionsfreier Rechnung und zwar Mk. 128 (136) Mill. innerhalb 7 Tagen fällig, Mk. 91 (102) Mill. darüber bis zu 3 Monaten und Mk. 28 (14) Mill. nach 3 Monaten fällig. Die Depositen betrugen Mk. 54 (52) Mill. [110,1431,408,1508]
table-header-cell: 1914 [370,563,407,573]
register-title: Aus dem Frankfurter Zivilstands-Register. [1054,1235,1357,1251]
article-text: Die russischen Staatsbahnen haben Bestellungen für 1915 aufgegeben. Der Wechselkurs auf London 270, auf Paris 10,75. [737,1150,1042,1183]
subsection-title: Viehmärkte. [1165,487,1246,501]
table-cell: 24 [1317,685,1333,695]
table-cell: + 16,6 [689,172,725,183]
table-footnote: (Ir 1909-09: 5 4 4 4 6 7 7 8 8 6½ 5½ 6 6 8 id 8½ 2½ 8 St.) [110,630,335,639]
weather-subtitle: Amtliche Prognose nach den letzten Telegrammen. [1107,797,1304,807]
dateline: New York, 9. März (W. B.) [1064,132,1217,143]
table-header-cell: A [1317,674,1333,685]
article-text: Die Gesamtverbindlichkeiten sind mithin auf Mk. 375 (399) Mill. zurückgegangen. Demgegenüber stehen an Nettomitteln. Die flüssigen Mittel, d. h. der Kassenbestand, Wechsel, Reports und Lombards, betragen insgesamt Mk. 249 (282) Mill. Unter den Aktiven sind die Konsortialbeteiligungen mit Mk. 16,4 (16,8) Mill. verzeichnet, die dauernden Beteiligungen bei anderen Banken mit Mk. 8,8 (8,6) Mill. Der Hamburger Reservefonds ist unverändert geblieben. [110,2486,408,2575]
table-cell: − 10,1 [653,100,689,110]
article-text: Aus Duisburg, 8. d. M., wird uns geschrieben: Die Kohlenabfuhr aus den Duisburg-Ruhrorter Häfen stellte sich im Januar auf 890 692 Tonnen gegen 1 159 636 Tonnen im Januar 1914. Die Abfuhr nach dem Auslande hat erheblich nachgelassen. Nach Holland gingen 190 226 Tonnen gegen 218 300 Tonnen, nach Belgien wurden keine Kohlen versandt. [420,786,726,853]
table-cell: 13922,7 [370,594,407,604]
table-cell: + 69,1 [653,110,689,121]
table-cell: 12043,1 [183,594,220,604]
article-text: Dem „Financial Chronicle“ zufolge betrugen in der Baumwollausfuhr der vergangenen Woche die Zufuhren nach allen Unionshäfen 142 000 Ballen, die Ausfuhr nach Großbritannien 74 000 Ballen, nach dem Kontinent 95 000 Ballen. [1054,132,1357,187]
article-text: In der Aufsichtsratssitzung des Schlesischen Bankvereins wurde die Bilanz für 1914 vorgelegt. Es wird vorgeschlagen, eine Dividende von 6½ pCt. (7½ pCt.) zu verteilen. [737,537,1042,581]
table-cell: 179,6 [559,141,590,152]
article-text: In der außerordentlichen Generalversammlung der A.-G. Ziegelwerke Bonn wurde die Liquidation beschlossen. [737,617,1042,650]
collection-title: Sammlung zur Beschaffung von Sanitätshunden. [1096,902,1315,985]
article-text: Am Dienstag, den 16. März d. Js., wird der Vorstand des Rheinisch-Westfälischen Kohlensyndikats über die Beteiligung der Mitglieder für den Monat April Beschluß fassen. [737,675,1042,719]
table-cell: 2053,6 [296,604,333,614]
section-masthead: Frankfurter Handelsblatt. [163,65,356,122]
dateline: Paris, 9. März (Priv. Tel.) [747,1289,883,1300]
article-text: Man schreibt uns: „Um die Zahlung der verfallenen Wechsel, die vor dem 1. April 1915 fällig gewesen sind, zu ermöglichen, hat das Generalgouvernement in Belgien eine Verordnung erlassen, wonach die Einlösung der Wechsel bis zum Ablauf einer bestimmten Frist zulässig ist. Die Banken wollen gleichzeitig den Zinsunterschied von 2 pCt. zugunsten derjenigen Kunden übernehmen, welche Handelspapiere in bar und nicht auf ihr Konto zahlen. Es sei auch ausdrücklich darauf hingewiesen, daß die belgischen Banken die Verpflichtung übernommen haben, alle Wechsel pünktlich einzulösen.“ [420,1712,725,1822]
article-text: Die Bremer Chemische Fabrik A.-G. erzielte im Jahre 1914 einen Reingewinn von Mk. 125 000 und verteilt eine Dividende von 5 pCt. [737,756,1042,789]
table-row [111,614,408,625]
table-cell: 535,0 [559,121,590,131]
article-text: Nach dem Bericht der Umsatz von 3339 auf Mk. 2569 Mill. zurückgegangen. Der Bilanz zeigt natürlich auf einer Reihe von Konten die Einwirkung des Krieges, vor allem durch eine Verringerung der Akzeptverbindlichkeiten von Mk. 78 Mill. Öffentlich ist auch bei der Commerzbank die volle Wirkung auf diesem Konto noch nicht zum Ausdruck gekommen, da ein Teil der in den ersten Kriegsmonaten geschaffenen Akzepte verfallen. Wie wir hören, sind die Akzepte in Umlauf jetzt bis auf etwa Mk. 15 Mill. zurückgegangen. [110,914,408,1014]
weather-title: Wetterbericht für Mittwoch den 10. März. [1060,783,1352,798]
section-heading: Waren- und Produktenberichte. [1054,252,1357,282]
table-header-cell: Namen [1055,674,1215,685]
table-cell: Aktienkapital [111,573,184,583]
article-text: Die Gesellschaft schließt das Geschäftsjahr 1914 mit einem Reingewinn von Mk. 205 336 ab. Der Aufsichtsrat schlägt vor, eine Dividende von 4 pCt. zu verteilen. [420,1047,725,1080]
table-cell: 170,8 [528,141,559,152]
article-text: Prämiensätze: Jan. 1 pCt., Febr. 2 pCt., März 2½ pCt. Ausgeben und weiter. [737,1079,1042,1101]
article-text: Die Gesamtverbindlichkeiten sind mithin auf Mk. 375 (399) Mill. zurückgegangen. Demgegenüber stehen an Nettomitteln. Die flüssigen Mittel, d. h. der Kassenbestand, Wechsel, Reports und Lombards, betragen insgesamt Mk. 249 (282) Mill. Unter den Aktiven sind die Konsortialbeteiligungen mit Mk. 16,4 (16,8) Mill. verzeichnet, die dauernden Beteiligungen bei anderen Banken mit Mk. 8,8 (8,6) Mill. Der Hamburger Reservefonds ist unverändert geblieben. [110,1655,408,1744]
bank-table [110,562,408,625]
table-cell: 315,3 [528,110,559,121]
article-text: * Wiesbadener Viehmarkt. 9. März. Auftrieb: 188 Ochsen, 40 Bullen, 354 Kühe und Färsen, 320 Kälber, 45 Schafe, 850 Schweine. Preise für 50 kg Schlachtgewicht: Ochsen 1. Qualität 94—100, 2. Qualität 86—92 Mk.; Kälber 110—120; Schweine 110—118 Mk. [1054,560,1357,616]
table-cell: 2001,5 [333,583,370,594]
bankruptcy-table [1054,674,1357,726]
water-level-text: Rhein: Mainz 1,59, Caub 2,41, Köln 3,12. Main: Frankfurt 1,92, Aschaffenburg 0,88. Neckar: Heilbronn 1,74. [1060,846,1352,867]
article-text: Die Wechselkurse lagen weiter fest. Devisen Berlin 126,60, Amsterdam 207, Zürich 103. [737,939,1042,962]
article-text: Von den Kreditoren entfielen Mk. 334 (414) Mill. auf Nostro-verpflichtungen, hiervon Mk. 8 (15) Mill. auf die seitens der Kundschaft bei Dritten benutzten Kredite, Mk. 22 (28) Mill. auf Einlagen auf provisionsfreier Rechnung und zwar Mk. 128 (136) Mill. innerhalb 7 Tagen fällig, Mk. 91 (102) Mill. darüber bis zu 3 Monaten und Mk. 28 (14) Mill. nach 3 Monaten fällig. Die Depositen betrugen Mk. 54 (52) Mill. [110,745,408,822]
issue-date: Mittwoch, 10. März 1915 [1132,33,1361,51]
article-text: Von den Kreditoren entfielen Mk. 334 (414) Mill. auf Nostro-verpflichtungen, hiervon Mk. 8 (15) Mill. auf die seitens der Kundschaft bei Dritten benutzten Kredite, Mk. 22 (28) Mill. auf Einlagen auf provisionsfreier Rechnung und zwar Mk. 128 (136) Mill. innerhalb 7 Tagen fällig, Mk. 91 (102) Mill. darüber bis zu 3 Monaten und Mk. 28 (14) Mill. nach 3 Monaten fällig. Die Depositen betrugen Mk. 54 (52) Mill. [110,2262,408,2340]
article-text: In der außerordentlichen Generalversammlung der A.-G. Ziegelwerke Bonn wurde die Liquidation beschlossen. [737,652,1042,674]
table-cell: 5.3 [1298,695,1317,705]
article-text: Von den Kreditoren entfielen Mk. 334 (414) Mill. auf Nostro-verpflichtungen, hiervon Mk. 8 (15) Mill. auf die seitens der Kundschaft bei Dritten benutzten Kredite, Mk. 22 (28) Mill. auf Einlagen auf provisionsfreier Rechnung und zwar Mk. 128 (136) Mill. innerhalb 7 Tagen fällig, Mk. 91 (102) Mill. darüber bis zu 3 Monaten und Mk. 28 (14) Mill. nach 3 Monaten fällig. Die Depositen betrugen Mk. 54 (52) Mill. [110,1015,408,1093]
table-cell: − 23,6 [689,100,725,110]
table-cell: 106,0 [528,162,559,172]
table-cell: 214,4 [621,172,652,183]
table-cell: Zus. Verbindlichkeiten [421,121,528,131]
table-cell: Vortrag [111,583,184,594]
table-cell: 9.4 [1333,695,1357,705]
table-cell: 14,6 [528,131,559,141]
table-cell: 6 [183,614,220,625]
table-cell: 25 [1317,705,1333,716]
